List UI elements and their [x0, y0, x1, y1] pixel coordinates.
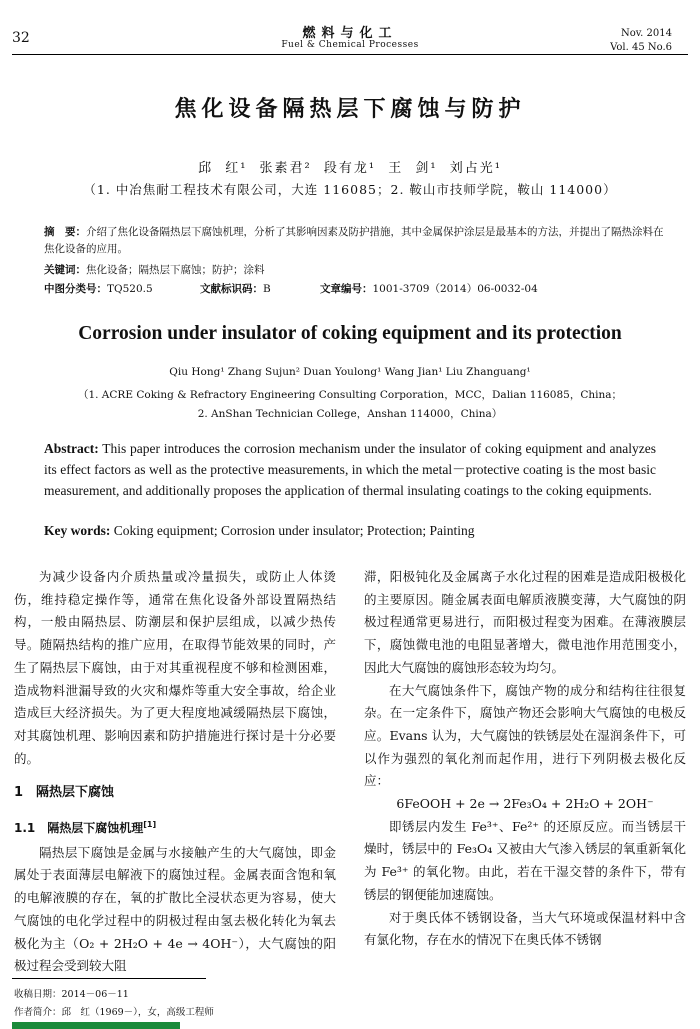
- abstract-en-label: Abstract:: [44, 441, 99, 456]
- accent-bar: [12, 1022, 180, 1029]
- intro-paragraph: 为减少设备内介质热量或冷量损失，或防止人体烫伤，维持稳定操作等，通常在焦化设备外部设置隔热结构，一般由隔热层、防潮层和保护层组成，以减少热传导。随隔热结构的推广应用，在取得节能效果的同时，产生了隔热层下腐蚀，由于对其重视程度不够和检测困难，造成物料泄漏导致的火灾和爆炸等重大安全事故，给企业造成巨大经济损失。为了更大程度地减缓隔热层下腐蚀，对其腐蚀机理、影响因素和防护措施进行探讨是十分必要的。: [14, 569, 336, 766]
- doc-code-label: 文献标识码：: [200, 283, 263, 295]
- keywords-zh-text: 焦化设备；隔热层下腐蚀；防护；涂料: [86, 264, 265, 276]
- rust-layer-paragraph: 即锈层内发生 Fe³⁺、Fe²⁺ 的还原反应。而当锈层干燥时，锈层中的 Fe₃O₄ 又被由大气渗入锈层的氧重新氧化为 Fe³⁺ 的氧化物。由此，若在干湿交替的条件下，带有锈层的钢便能加速腐蚀。: [364, 818, 686, 902]
- footnote-divider: [12, 978, 206, 979]
- paper-title-zh: 焦化设备隔热层下腐蚀与防护: [174, 97, 526, 122]
- reaction-equation: 6FeOOH + 2e → 2Fe₃O₄ + 2H₂O + 2OH⁻: [396, 796, 654, 812]
- body-column-right: [364, 566, 686, 952]
- abstract-en: [44, 438, 656, 501]
- clc-value: TQ520.5: [107, 283, 153, 295]
- section-heading-1: 1 隔热层下腐蚀: [14, 785, 115, 801]
- keywords-zh: [44, 262, 664, 279]
- subsection-heading-text: 1.1 隔热层下腐蚀机理: [14, 821, 144, 836]
- keywords-en: [44, 523, 656, 539]
- affiliation-zh: （1. 中冶焦耐工程技术有限公司，大连 116085；2. 鞍山市技师学院，鞍山 114000）: [83, 182, 617, 197]
- keywords-en-text: Coking equipment; Corrosion under insulator; Protection; Painting: [110, 523, 475, 538]
- subsection-heading-1-1: [14, 817, 336, 840]
- paper-title-en: Corrosion under insulator of coking equipment and its protection: [78, 323, 622, 344]
- journal-name-en: Fuel & Chemical Processes: [281, 40, 419, 50]
- received-date: 收稿日期：2014－06－11: [14, 989, 129, 1000]
- austenitic-paragraph: 对于奥氏体不锈钢设备，当大气环境或保温材料中含有氯化物，存在水的情况下在奥氏体不锈钢: [364, 909, 686, 948]
- authors-en: Qiu Hong¹ Zhang Sujun² Duan Youlong¹ Wang Jian¹ Liu Zhanguang¹: [169, 366, 531, 378]
- keywords-zh-label: 关键词：: [44, 264, 86, 276]
- article-number-label: 文章编号：: [320, 283, 373, 295]
- classification-line: [44, 281, 664, 298]
- author-bio: 作者简介：邱 红（1969－），女，高级工程师: [14, 1007, 214, 1018]
- article-number-value: 1001-3709（2014）06-0032-04: [372, 283, 538, 295]
- abstract-zh: [44, 224, 664, 258]
- corrosion-products-paragraph: 在大气腐蚀条件下，腐蚀产物的成分和结构往往很复杂。在一定条件下，腐蚀产物还会影响大气腐蚀的电极反应。Evans 认为，大气腐蚀的铁锈层处在湿润条件下，可以作为强烈的氧化剂而起作用，进行下列阴极去极化反应：: [364, 682, 686, 789]
- abstract-en-text: This paper introduces the corrosion mechanism under the insulator of coking equipment and analyzes its effect factors as well as the protective measurements, in which the metal－protective coating is the most basic measurement, and additionally proposes the application of thermal insulating coatings to the coking equipments.: [44, 441, 656, 498]
- affiliation-en-2: 2. AnShan Technician College，Anshan 114000，China）: [197, 408, 503, 420]
- issue-info: [610, 27, 672, 55]
- page-number: 32: [12, 30, 30, 46]
- abstract-zh-label: 摘 要：: [44, 226, 86, 238]
- doc-code-value: B: [263, 283, 271, 295]
- clc-label: 中图分类号：: [44, 283, 107, 295]
- continued-paragraph: 滞，阳极钝化及金属离子水化过程的困难是造成阳极极化的主要原因。随金属表面电解质液膜变薄，大气腐蚀的阴极过程通常更易进行，而阳极过程变为困难。在薄液膜层下，腐蚀微电池的电阻显著增大，微电池作用范围变小，因此大气腐蚀的腐蚀形态较为均匀。: [364, 569, 686, 675]
- body-column-left: [14, 566, 336, 978]
- issue-volume: Vol. 45 No.6: [610, 42, 672, 53]
- journal-name-zh: 燃料与化工: [302, 26, 398, 41]
- affiliation-en-1: （1. ACRE Coking & Refractory Engineering Consulting Corporation，MCC，Dalian 116085，China；: [77, 389, 623, 401]
- abstract-zh-text: 介绍了焦化设备隔热层下腐蚀机理，分析了其影响因素及防护措施，其中金属保护涂层是最基本的方法，并提出了隔热涂料在焦化设备的应用。: [44, 226, 664, 255]
- authors-zh: 邱 红¹ 张素君² 段有龙¹ 王 剑¹ 刘占光¹: [198, 161, 502, 176]
- citation-ref: [1]: [143, 820, 157, 830]
- keywords-en-label: Key words:: [44, 523, 111, 538]
- mechanism-paragraph: 隔热层下腐蚀是金属与水接触产生的大气腐蚀，即金属处于表面薄层电解液下的腐蚀过程。金属表面含饱和氧的电解液膜的存在，氧的扩散比全浸状态更为容易，使大气腐蚀的电化学过程中的阴极过程由氢去极化转化为氧去极化为主（O₂ + 2H₂O + 4e → 4OH⁻），大气腐蚀的阳极过程会受到较大阻: [14, 844, 336, 974]
- issue-date: Nov. 2014: [620, 28, 672, 39]
- header-divider: [12, 54, 688, 55]
